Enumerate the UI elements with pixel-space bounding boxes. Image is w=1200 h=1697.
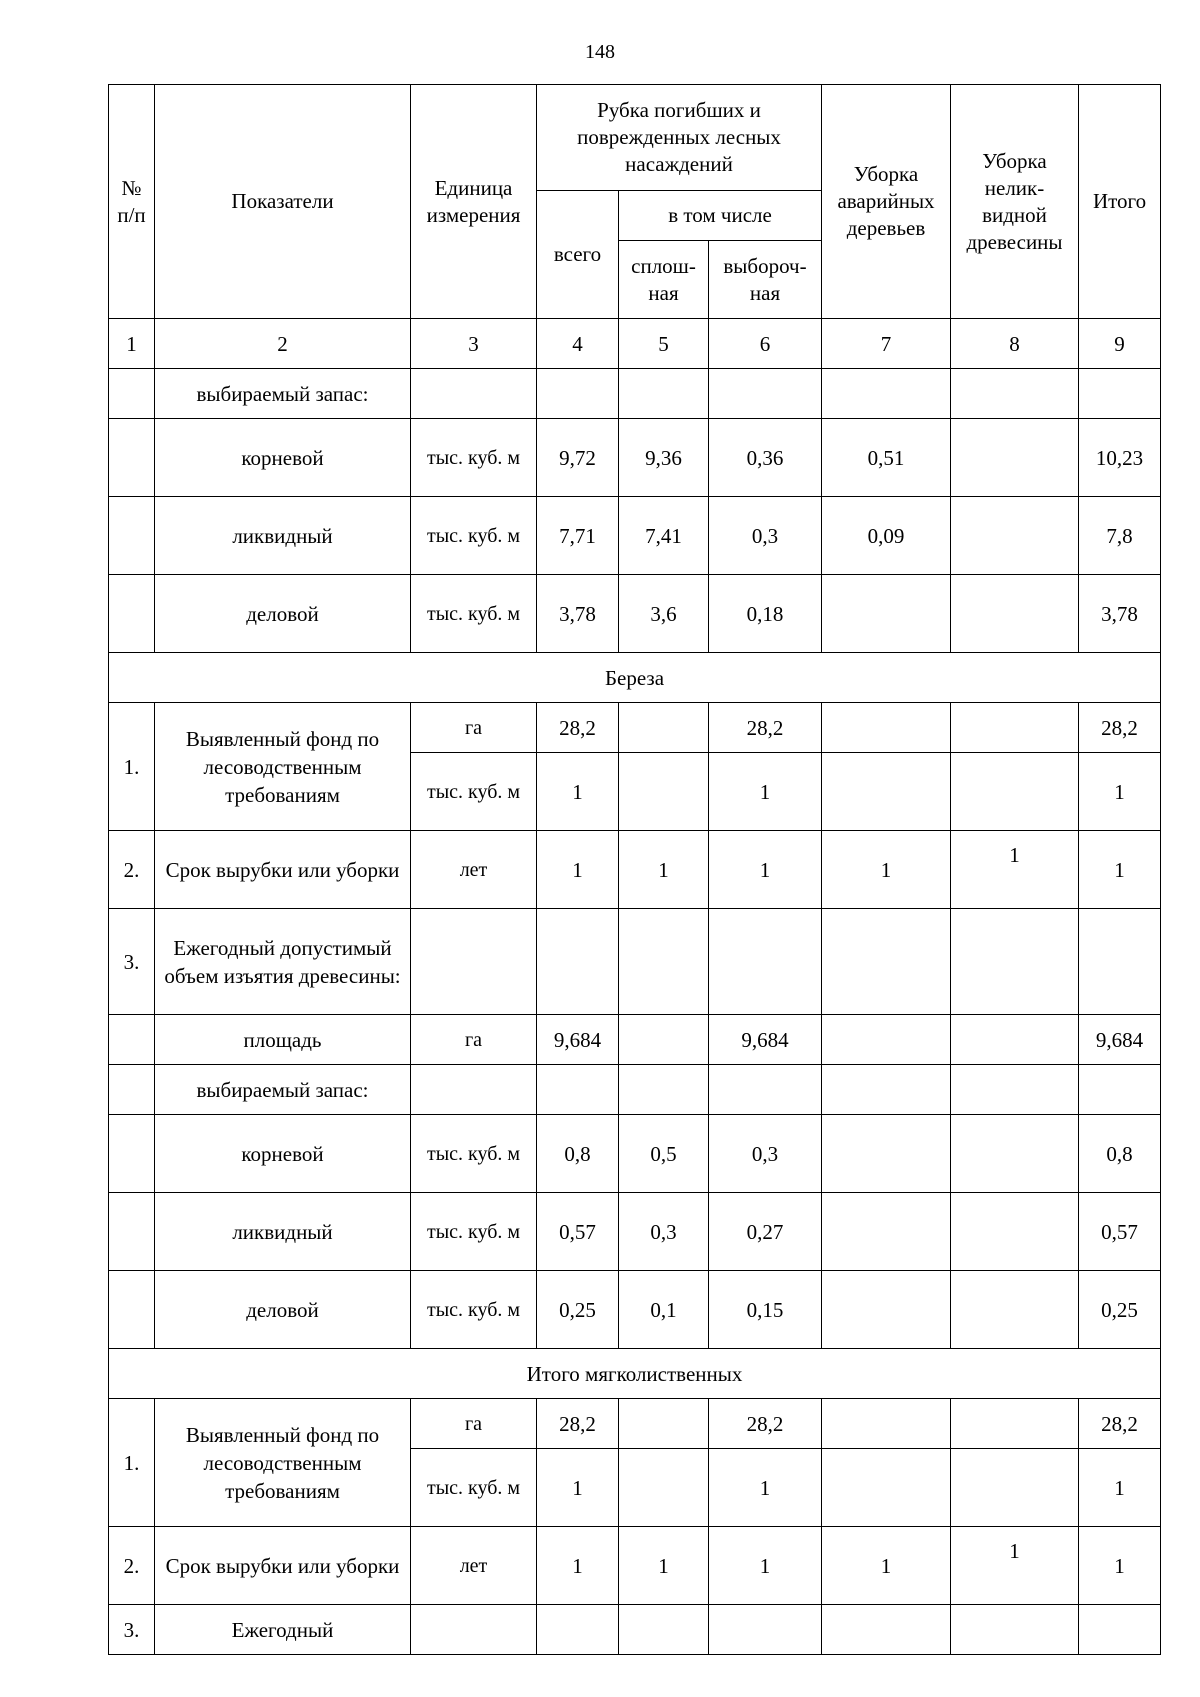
cell: 3,78 xyxy=(537,575,619,653)
cell xyxy=(822,1193,951,1271)
cell: 1 xyxy=(709,1527,822,1605)
row-number: 1. xyxy=(109,1399,155,1527)
cell: 9,72 xyxy=(537,419,619,497)
cell xyxy=(619,753,709,831)
cell: 28,2 xyxy=(1079,703,1161,753)
table-row xyxy=(109,703,1161,753)
table-row xyxy=(109,1015,1161,1065)
section-heading-birch: Береза xyxy=(109,653,1161,703)
cell xyxy=(951,703,1079,753)
row-number: 1. xyxy=(109,703,155,831)
cell: 1 xyxy=(537,1449,619,1527)
cell: 28,2 xyxy=(537,703,619,753)
cell: 1 xyxy=(1079,831,1161,909)
unit-cell: га xyxy=(411,703,537,753)
cell xyxy=(822,1449,951,1527)
unit-cell: тыс. куб. м xyxy=(411,497,537,575)
cell: 1 xyxy=(822,831,951,909)
unit-cell: тыс. куб. м xyxy=(411,1449,537,1527)
cell: 1 xyxy=(1079,1527,1161,1605)
cell: 1 xyxy=(709,753,822,831)
cell xyxy=(822,1015,951,1065)
cell xyxy=(951,753,1079,831)
col-number: 8 xyxy=(951,319,1079,369)
cell: 0,36 xyxy=(709,419,822,497)
felling-table xyxy=(108,84,1161,1655)
row-label: корневой xyxy=(155,1115,411,1193)
cell: 0,25 xyxy=(537,1271,619,1349)
cell: 0,5 xyxy=(619,1115,709,1193)
unit-cell: тыс. куб. м xyxy=(411,1193,537,1271)
header-indicator: Показатели xyxy=(155,85,411,319)
cell xyxy=(951,497,1079,575)
cell: 0,57 xyxy=(537,1193,619,1271)
header-emergency: Уборка аварийных деревьев xyxy=(822,85,951,319)
cell: 7,8 xyxy=(1079,497,1161,575)
cell: 7,71 xyxy=(537,497,619,575)
cell: 0,18 xyxy=(709,575,822,653)
cell: 0,3 xyxy=(619,1193,709,1271)
col-number: 5 xyxy=(619,319,709,369)
table-row xyxy=(109,1527,1161,1605)
table-row xyxy=(109,497,1161,575)
row-label: площадь xyxy=(155,1015,411,1065)
cell: 0,1 xyxy=(619,1271,709,1349)
row-label: Срок вырубки или уборки xyxy=(155,1527,411,1605)
cell: 1 xyxy=(537,753,619,831)
unit-cell: лет xyxy=(411,1527,537,1605)
cell: 0,51 xyxy=(822,419,951,497)
cell: 1 xyxy=(822,1527,951,1605)
cell: 1 xyxy=(537,1527,619,1605)
table-row xyxy=(109,909,1161,1015)
cell: 10,23 xyxy=(1079,419,1161,497)
col-number: 1 xyxy=(109,319,155,369)
cell xyxy=(951,1399,1079,1449)
cell xyxy=(822,703,951,753)
cell: 7,41 xyxy=(619,497,709,575)
cell xyxy=(951,419,1079,497)
cell: 0,57 xyxy=(1079,1193,1161,1271)
cell: 0,09 xyxy=(822,497,951,575)
col-number: 4 xyxy=(537,319,619,369)
row-label: ликвидный xyxy=(155,1193,411,1271)
cell xyxy=(951,1193,1079,1271)
cell xyxy=(822,575,951,653)
table-row xyxy=(109,1605,1161,1655)
cell: 28,2 xyxy=(709,1399,822,1449)
cell: 3,78 xyxy=(1079,575,1161,653)
row-label: Срок вырубки или уборки xyxy=(155,831,411,909)
cell: 9,684 xyxy=(1079,1015,1161,1065)
row-label: корневой xyxy=(155,419,411,497)
cell xyxy=(822,753,951,831)
col-number: 3 xyxy=(411,319,537,369)
cell: 28,2 xyxy=(1079,1399,1161,1449)
cell: 1 xyxy=(619,831,709,909)
row-label: деловой xyxy=(155,575,411,653)
cell: 1 xyxy=(951,1527,1079,1605)
table-row xyxy=(109,1193,1161,1271)
cell: 0,3 xyxy=(709,1115,822,1193)
cell: 0,8 xyxy=(537,1115,619,1193)
cell xyxy=(619,703,709,753)
row-number: 3. xyxy=(109,909,155,1015)
table-row xyxy=(109,575,1161,653)
unit-cell: га xyxy=(411,1399,537,1449)
cell xyxy=(951,1015,1079,1065)
unit-cell: тыс. куб. м xyxy=(411,1271,537,1349)
cell: 0,8 xyxy=(1079,1115,1161,1193)
cell: 1 xyxy=(951,831,1079,909)
cell xyxy=(822,1399,951,1449)
cell: 1 xyxy=(619,1527,709,1605)
cell: 1 xyxy=(1079,753,1161,831)
col-number: 7 xyxy=(822,319,951,369)
cell xyxy=(951,1449,1079,1527)
cell: 0,15 xyxy=(709,1271,822,1349)
cell: 3,6 xyxy=(619,575,709,653)
table-row xyxy=(109,1271,1161,1349)
row-label: деловой xyxy=(155,1271,411,1349)
unit-cell: тыс. куб. м xyxy=(411,419,537,497)
row-number: 3. xyxy=(109,1605,155,1655)
row-label: выбираемый запас: xyxy=(155,1065,411,1115)
row-number: 2. xyxy=(109,1527,155,1605)
header-including: в том числе xyxy=(619,191,822,241)
col-number: 2 xyxy=(155,319,411,369)
table-row xyxy=(109,419,1161,497)
cell: 1 xyxy=(1079,1449,1161,1527)
header-clear: сплош-ная xyxy=(619,241,709,319)
cell xyxy=(619,1449,709,1527)
cell: 0,25 xyxy=(1079,1271,1161,1349)
cell xyxy=(822,1115,951,1193)
unit-cell: га xyxy=(411,1015,537,1065)
cell: 0,27 xyxy=(709,1193,822,1271)
header-total-felling: всего xyxy=(537,191,619,319)
row-label: ликвидный xyxy=(155,497,411,575)
cell: 9,684 xyxy=(709,1015,822,1065)
section-heading-soft-total: Итого мягколиственных xyxy=(109,1349,1161,1399)
table-row xyxy=(109,831,1161,909)
header-nonliquid: Уборка нелик-видной древесины xyxy=(951,85,1079,319)
cell: 28,2 xyxy=(537,1399,619,1449)
cell: 9,684 xyxy=(537,1015,619,1065)
cell xyxy=(951,1271,1079,1349)
row-label: Ежегодный допустимый объем изъятия древесины: xyxy=(155,909,411,1015)
cell: 0,3 xyxy=(709,497,822,575)
cell xyxy=(951,575,1079,653)
page-number: 148 xyxy=(585,41,615,63)
row-number: 2. xyxy=(109,831,155,909)
cell xyxy=(822,1271,951,1349)
table-row xyxy=(109,369,1161,419)
row-label: Выявленный фонд по лесоводственным требованиям xyxy=(155,703,411,831)
col-number: 9 xyxy=(1079,319,1161,369)
cell: 28,2 xyxy=(709,703,822,753)
row-label: выбираемый запас: xyxy=(155,369,411,419)
row-label: Выявленный фонд по лесоводственным требованиям xyxy=(155,1399,411,1527)
row-label: Ежегодный xyxy=(155,1605,411,1655)
col-number: 6 xyxy=(709,319,822,369)
header-num: № п/п xyxy=(109,85,155,319)
table-row xyxy=(109,1115,1161,1193)
unit-cell: тыс. куб. м xyxy=(411,753,537,831)
cell xyxy=(619,1015,709,1065)
unit-cell: лет xyxy=(411,831,537,909)
cell: 9,36 xyxy=(619,419,709,497)
table-row xyxy=(109,1065,1161,1115)
column-number-row xyxy=(109,319,1161,369)
cell: 1 xyxy=(709,831,822,909)
table-row xyxy=(109,1399,1161,1449)
unit-cell: тыс. куб. м xyxy=(411,1115,537,1193)
cell xyxy=(619,1399,709,1449)
header-sum: Итого xyxy=(1079,85,1161,319)
unit-cell: тыс. куб. м xyxy=(411,575,537,653)
header-selective: выбороч-ная xyxy=(709,241,822,319)
cell: 1 xyxy=(709,1449,822,1527)
cell: 1 xyxy=(537,831,619,909)
cell xyxy=(951,1115,1079,1193)
header-unit: Единица измерения xyxy=(411,85,537,319)
header-felling-group: Рубка погибших и поврежденных лесных насаждений xyxy=(537,85,822,191)
